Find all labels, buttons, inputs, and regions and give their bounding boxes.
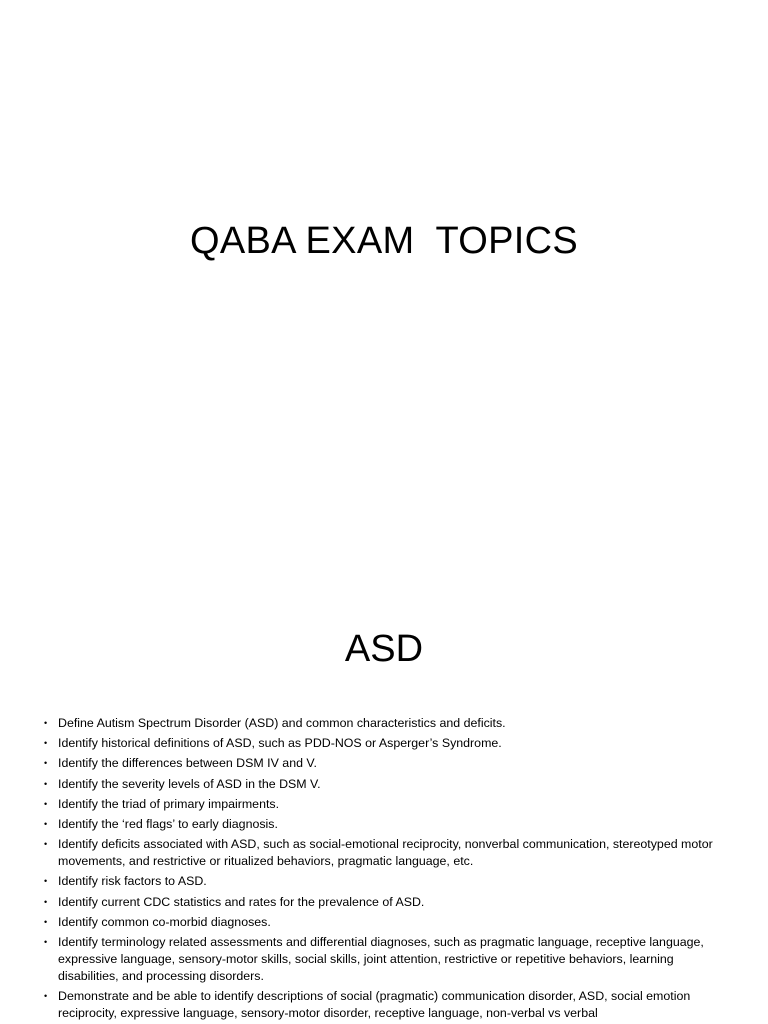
bullet-icon: •: [44, 818, 48, 829]
list-item: [42, 755, 732, 772]
list-item: [42, 894, 732, 911]
bullet-text: Identify common co-morbid diagnoses.: [58, 914, 271, 929]
bullet-text: Identify historical definitions of ASD, such as PDD-NOS or Asperger’s Syndrome.: [58, 736, 502, 751]
bullet-icon: •: [44, 839, 48, 850]
bullet-text: Identify the triad of primary impairments.: [58, 796, 280, 811]
list-item: [42, 914, 732, 931]
bullet-icon: •: [44, 718, 48, 728]
bullet-icon: •: [44, 936, 48, 947]
bullet-icon: •: [44, 876, 48, 887]
bullet-text: Identify risk factors to ASD.: [58, 874, 207, 889]
bullet-icon: •: [44, 798, 48, 809]
list-item: [42, 988, 732, 1022]
bullet-icon: •: [44, 738, 48, 749]
bullet-text: Identify deficits associated with ASD, such as social-emotional reciprocity, nonverbal communication, stereotyped motor movements, and restrictive or ritualized behaviors, pragmatic language, etc.: [58, 837, 713, 869]
bullet-icon: •: [44, 991, 48, 1002]
bullet-text: Identify the ‘red flags’ to early diagnosis.: [58, 816, 278, 831]
list-item: [42, 873, 732, 890]
bullet-text: Define Autism Spectrum Disorder (ASD) and common characteristics and deficits.: [58, 716, 506, 730]
bullet-icon: •: [44, 896, 48, 907]
list-item: [42, 836, 732, 870]
bullet-icon: •: [44, 916, 48, 927]
slide-2: [0, 576, 768, 1024]
list-item: [42, 934, 732, 985]
list-item: [42, 796, 732, 813]
bullet-icon: •: [44, 758, 48, 769]
bullet-text: Demonstrate and be able to identify descriptions of social (pragmatic) communication disorder, ASD, social emotion reciprocity, expressive language, sensory-motor disorder, receptive language, non-verbal vs verbal: [58, 989, 691, 1021]
list-item: [42, 776, 732, 793]
list-item: [42, 816, 732, 833]
list-item: [42, 715, 732, 732]
bullet-text: Identify current CDC statistics and rates for the prevalence of ASD.: [58, 894, 425, 909]
bullet-list: [42, 715, 732, 1024]
bullet-text: Identify the differences between DSM IV and V.: [58, 756, 317, 771]
list-item: [42, 735, 732, 752]
bullet-text: Identify terminology related assessments and differential diagnoses, such as pragmatic language, receptive language, expressive language, sensory-motor skills, social skills, joint attention, restrictive or repetitive behaviors, learning disabilities, and processing disorders.: [58, 934, 704, 983]
bullet-icon: •: [44, 778, 48, 789]
bullet-text: Identify the severity levels of ASD in the DSM V.: [58, 776, 321, 791]
slide-title: QABA EXAM TOPICS: [189, 220, 579, 262]
slide-title: ASD: [344, 628, 424, 670]
